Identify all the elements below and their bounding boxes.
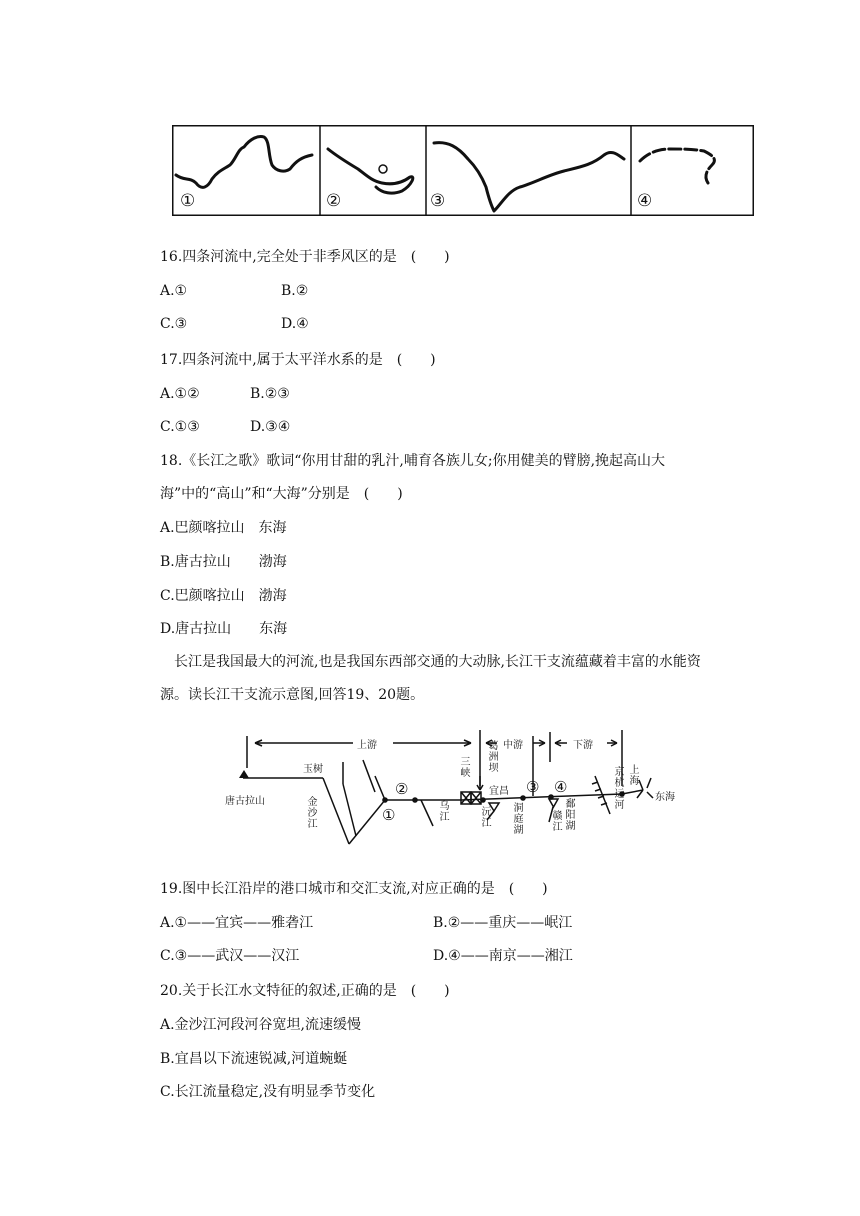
- gezhouba-label: 葛洲坝: [486, 740, 497, 773]
- panel-number-2: ②: [326, 191, 342, 211]
- question-19-option-b: B.②——重庆——岷江: [433, 915, 573, 931]
- sanxia-label: 三峡: [458, 756, 469, 778]
- dongting-lake-label: 洞庭湖: [511, 802, 522, 835]
- river-1-outline: [176, 136, 312, 187]
- poyang-lake-label: 鄱阳湖: [563, 798, 574, 831]
- jinghang-canal-label: 京杭运河: [612, 766, 623, 810]
- question-18-option-d: D.唐古拉山 东海: [160, 621, 288, 637]
- map-marker-2: ②: [395, 780, 409, 798]
- map-marker-4: ④: [554, 778, 568, 796]
- panel-number-1: ①: [180, 191, 196, 211]
- question-17-option-a: A.①②: [160, 386, 200, 402]
- yichang-label: 宜昌: [489, 786, 509, 797]
- middle-reach-label: 中游: [503, 740, 523, 751]
- map-marker-3: ③: [526, 778, 540, 796]
- question-20-option-c: C.长江流量稳定,没有明显季节变化: [160, 1084, 376, 1100]
- question-18-option-a: A.巴颜喀拉山 东海: [160, 520, 287, 536]
- question-16-option-c: C.③: [160, 316, 188, 332]
- question-20-stem: 20.关于长江水文特征的叙述,正确的是 ( ): [160, 983, 450, 999]
- question-20-option-a: A.金沙江河段河谷宽坦,流速缓慢: [160, 1017, 362, 1033]
- question-16-stem: 16.四条河流中,完全处于非季风区的是 ( ): [160, 249, 450, 265]
- question-16-option-b: B.②: [281, 283, 309, 299]
- question-16-option-a: A.①: [160, 283, 188, 299]
- question-18-stem-line-2: 海”中的“高山”和“大海”分别是 ( ): [160, 486, 403, 502]
- lower-reach-label: 下游: [573, 740, 593, 751]
- river-2-outline: [328, 149, 413, 193]
- question-17-option-b: B.②③: [250, 386, 290, 402]
- question-19-option-a: A.①——宜宾——雅砻江: [160, 915, 314, 931]
- question-19-option-d: D.④——南京——湘江: [433, 948, 573, 964]
- question-19-stem: 19.图中长江沿岸的港口城市和交汇支流,对应正确的是 ( ): [160, 881, 548, 897]
- wujiang-label: 乌江: [437, 800, 448, 822]
- river-3-outline: [434, 143, 624, 211]
- panel-number-4: ④: [637, 191, 653, 211]
- map-marker-1: ①: [382, 806, 396, 824]
- question-16-option-d: D.④: [281, 316, 309, 332]
- gan-river-label: 赣江: [550, 810, 561, 832]
- question-18-option-b: B.唐古拉山 渤海: [160, 554, 287, 570]
- river-shapes-figure: [172, 125, 754, 216]
- question-18-stem-line-1: 18.《长江之歌》歌词“你用甘甜的乳汁,哺育各族儿女;你用健美的臂膀,挽起高山大: [160, 453, 666, 469]
- question-17-option-d: D.③④: [250, 419, 291, 435]
- yangtze-schematic-map: [215, 726, 695, 852]
- question-19-option-c: C.③——武汉——汉江: [160, 948, 300, 964]
- question-20-option-b: B.宜昌以下流速锐减,河道蜿蜒: [160, 1051, 348, 1067]
- yuan-river-label: 沅江: [479, 806, 490, 828]
- yangtze-intro-paragraph: 长江是我国最大的河流,也是我国东西部交通的大动脉,长江干支流蕴藏着丰富的水能资源。读长江干支流示意图,回答19、20题。: [160, 654, 701, 703]
- river-shapes-svg: [172, 125, 754, 216]
- upper-reach-label: 上游: [357, 740, 377, 751]
- jinsha-river-label: 金沙江: [305, 796, 316, 829]
- yushu-label: 玉树: [303, 764, 323, 775]
- river-4-outline: [640, 149, 714, 183]
- tanggula-label: 唐古拉山: [225, 796, 265, 807]
- panel-number-3: ③: [430, 191, 446, 211]
- question-17-option-c: C.①③: [160, 419, 200, 435]
- shanghai-label: 上海: [627, 764, 638, 786]
- donghai-label: 东海: [655, 792, 675, 803]
- question-18-option-c: C.巴颜喀拉山 渤海: [160, 588, 287, 604]
- question-17-stem: 17.四条河流中,属于太平洋水系的是 ( ): [160, 352, 436, 368]
